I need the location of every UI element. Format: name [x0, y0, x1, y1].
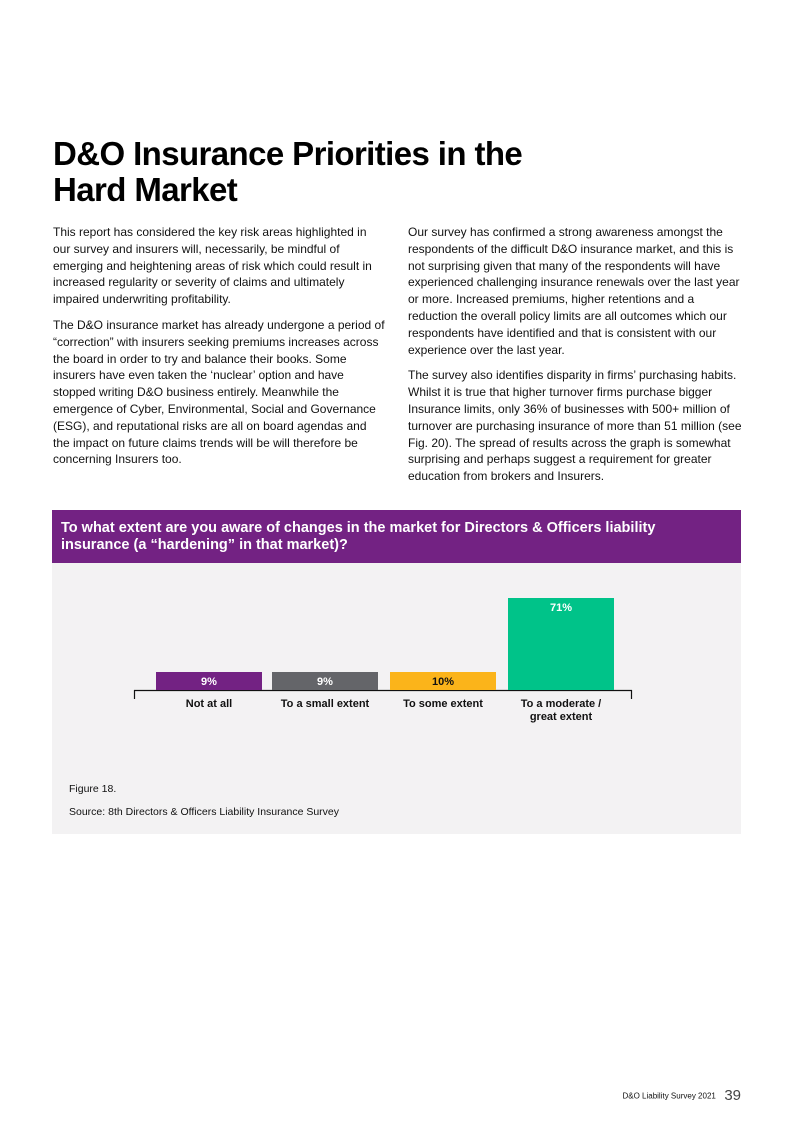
- page-number: 39: [724, 1087, 741, 1105]
- left-paragraph-1: This report has considered the key risk areas highlighted in our survey and insurers will, necessarily, be mindful of emerging and heightening areas of risk which could result in increased regularity or severity of claims and ultimately impaired underwriting profitability.: [53, 225, 372, 307]
- figure-header: [52, 510, 741, 563]
- right-paragraph-1: Our survey has confirmed a strong awareness amongst the respondents of the difficult D&O insurance market, and this is not surprising given that many of the respondents will have experienced challenging insurance renewals over the last year or more. Increased premiums, higher retentions and a reduction the overall policy limits are all outcomes which our respondents have identified and that is consistent with our experience over the last year.: [408, 225, 740, 357]
- figure-caption: Figure 18.: [69, 783, 117, 795]
- figure-question: To what extent are you aware of changes in the market for Directors & Officers liability insurance (a “hardening” in that market)?: [61, 520, 656, 553]
- bar-value-label-3: 10%: [431, 676, 455, 688]
- left-paragraph-2: The D&O insurance market has already undergone a period of “correction” with insurers seeking premiums increases across the board in order to try and balance their books. Some insurers have even taken the ‘nuclear’ option and have stopped writing D&O business entirely. Meanwhile the emergence of Cyber, Environmental, Social and Governance (ESG), and reputational risks are all on board agendas and the impact on future claims trends will be will therefore be concerning Insurers too.: [53, 317, 385, 467]
- right-paragraph-2: The survey also identifies disparity in firms’ purchasing habits. Whilst it is true that higher turnover firms purchase bigger Insurance limits, only 36% of businesses with 500+ million of turnover are purchasing insurance of more than 51 million (see Fig. 20). The spread of results across the graph is somewhat surprising and perhaps suggest a requirement for greater education from brokers and Insurers.: [408, 368, 742, 484]
- page-footer: [622, 1087, 741, 1105]
- page-title: [53, 136, 693, 208]
- figure-panel: [52, 510, 741, 834]
- category-label-4-line-1: To a moderate /: [520, 698, 602, 710]
- left-column: [53, 224, 386, 477]
- bar-value-label-2: 9%: [317, 676, 333, 688]
- right-column: [408, 224, 744, 494]
- category-label-4-line-2: great extent: [529, 711, 593, 723]
- page-title-line-2: Hard Market: [53, 171, 238, 208]
- bar-chart: [52, 563, 741, 778]
- bar-value-label-4: 71%: [549, 602, 573, 614]
- footer-title: D&O Liability Survey 2021: [622, 1091, 716, 1101]
- category-label-2: To a small extent: [280, 698, 370, 710]
- category-label-3: To some extent: [403, 698, 483, 710]
- figure-source: Source: 8th Directors & Officers Liability Insurance Survey: [69, 806, 340, 818]
- category-label-1: Not at all: [185, 698, 233, 710]
- bar-value-label-1: 9%: [201, 676, 217, 688]
- page-title-line-1: D&O Insurance Priorities in the: [53, 135, 523, 172]
